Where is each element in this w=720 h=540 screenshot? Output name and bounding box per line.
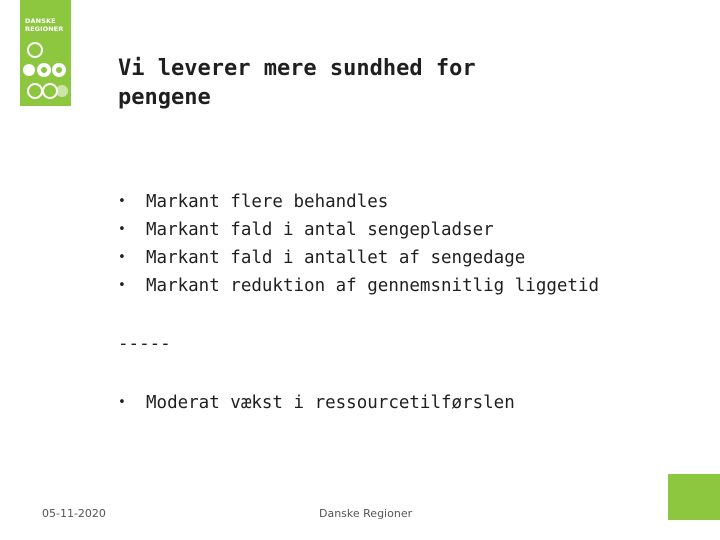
bullet-item [118,272,599,300]
extra-bullet-item [118,389,515,417]
bullet-item [118,216,599,244]
bullet-text: Markant reduktion af gennemsnitlig liggetid [146,276,600,296]
bullet-dot: • [118,278,126,293]
slide-title [118,54,538,112]
footer-organization: Danske Regioner [319,507,413,520]
title-line-1: Vi leverer mere sundhed for [118,56,476,81]
bullet-text: Markant fald i antallet af sengedage [146,248,526,268]
danske-regioner-logo [20,0,71,106]
bullet-item [118,244,599,272]
separator-text: ----- [118,334,171,354]
bullet-dot: • [118,222,126,237]
footer-date: 05-11-2020 [42,507,106,520]
logo-text-line2: REGIONER [25,25,64,33]
bullet-item [118,188,599,216]
bullet-list [118,188,599,300]
bullet-text: Markant flere behandles [146,192,389,212]
title-line-2: pengene [118,85,211,110]
bullet-text: Markant fald i antal sengepladser [146,220,494,240]
bullet-dot: • [118,194,126,209]
bullet-dot: • [118,395,126,410]
logo-circles-icon [20,0,71,106]
logo-text-line1: DANSKE [25,17,56,25]
corner-accent-block [668,474,720,520]
bullet-text: Moderat vækst i ressourcetilførslen [146,393,515,413]
bullet-dot: • [118,250,126,265]
